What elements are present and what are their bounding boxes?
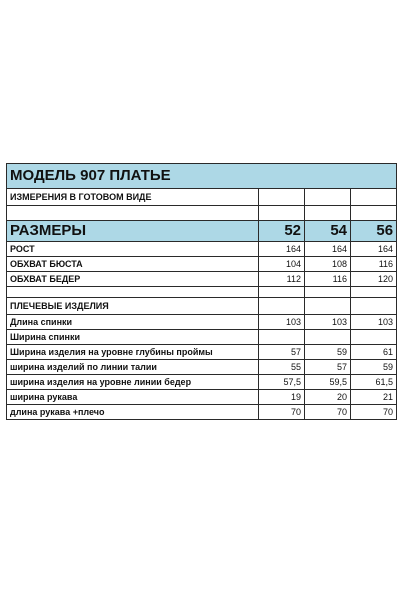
model-title: МОДЕЛЬ 907 ПЛАТЬЕ (7, 164, 397, 189)
title-row (7, 164, 397, 189)
table-row (7, 257, 397, 272)
row-label: РОСТ (7, 242, 259, 257)
cell-value: 61,5 (351, 375, 397, 390)
cell-value (351, 330, 397, 345)
cell-value: 120 (351, 272, 397, 287)
cell-value: 20 (305, 390, 351, 405)
row-label: Ширина спинки (7, 330, 259, 345)
measurements-subtitle: ИЗМЕРЕНИЯ В ГОТОВОМ ВИДЕ (7, 189, 259, 206)
row-label: ширина рукава (7, 390, 259, 405)
table-row (7, 330, 397, 345)
empty-cell (305, 287, 351, 298)
cell-value: 57 (259, 345, 305, 360)
size-header-56: 56 (351, 221, 397, 242)
cell-value: 104 (259, 257, 305, 272)
cell-value: 164 (259, 242, 305, 257)
cell-value: 19 (259, 390, 305, 405)
empty-cell (259, 298, 305, 315)
table-row (7, 375, 397, 390)
empty-cell (351, 298, 397, 315)
section-label: ПЛЕЧЕВЫЕ ИЗДЕЛИЯ (7, 298, 259, 315)
cell-value: 57,5 (259, 375, 305, 390)
empty-cell (305, 189, 351, 206)
row-label: ширина изделий по линии талии (7, 360, 259, 375)
cell-value: 103 (351, 315, 397, 330)
empty-cell (351, 206, 397, 221)
cell-value: 57 (305, 360, 351, 375)
row-label: ОБХВАТ БЕДЕР (7, 272, 259, 287)
sizes-label: РАЗМЕРЫ (7, 221, 259, 242)
size-chart-sheet (6, 163, 396, 420)
size-header-52: 52 (259, 221, 305, 242)
cell-value: 116 (305, 272, 351, 287)
row-label: Длина спинки (7, 315, 259, 330)
cell-value: 59,5 (305, 375, 351, 390)
empty-cell (351, 189, 397, 206)
empty-cell (259, 206, 305, 221)
table-row (7, 390, 397, 405)
cell-value: 164 (351, 242, 397, 257)
row-label: длина рукава +плечо (7, 405, 259, 420)
empty-cell (305, 206, 351, 221)
empty-cell (259, 189, 305, 206)
cell-value: 103 (259, 315, 305, 330)
cell-value: 112 (259, 272, 305, 287)
size-chart-table (6, 163, 397, 420)
blank-row (7, 206, 397, 221)
cell-value: 21 (351, 390, 397, 405)
row-label: Ширина изделия на уровне глубины проймы (7, 345, 259, 360)
table-row (7, 242, 397, 257)
cell-value: 164 (305, 242, 351, 257)
empty-cell (7, 206, 259, 221)
size-header-54: 54 (305, 221, 351, 242)
cell-value (305, 330, 351, 345)
row-label: ширина изделия на уровне линии бедер (7, 375, 259, 390)
row-label: ОБХВАТ БЮСТА (7, 257, 259, 272)
table-row (7, 272, 397, 287)
table-row (7, 360, 397, 375)
empty-cell (7, 287, 259, 298)
table-row (7, 315, 397, 330)
cell-value: 59 (305, 345, 351, 360)
sizes-header-row (7, 221, 397, 242)
empty-cell (305, 298, 351, 315)
cell-value (259, 330, 305, 345)
subtitle-row (7, 189, 397, 206)
cell-value: 70 (351, 405, 397, 420)
cell-value: 70 (305, 405, 351, 420)
cell-value: 61 (351, 345, 397, 360)
blank-row (7, 287, 397, 298)
cell-value: 103 (305, 315, 351, 330)
empty-cell (351, 287, 397, 298)
section-row (7, 298, 397, 315)
cell-value: 108 (305, 257, 351, 272)
table-row (7, 405, 397, 420)
table-row (7, 345, 397, 360)
cell-value: 70 (259, 405, 305, 420)
cell-value: 116 (351, 257, 397, 272)
cell-value: 59 (351, 360, 397, 375)
empty-cell (259, 287, 305, 298)
cell-value: 55 (259, 360, 305, 375)
